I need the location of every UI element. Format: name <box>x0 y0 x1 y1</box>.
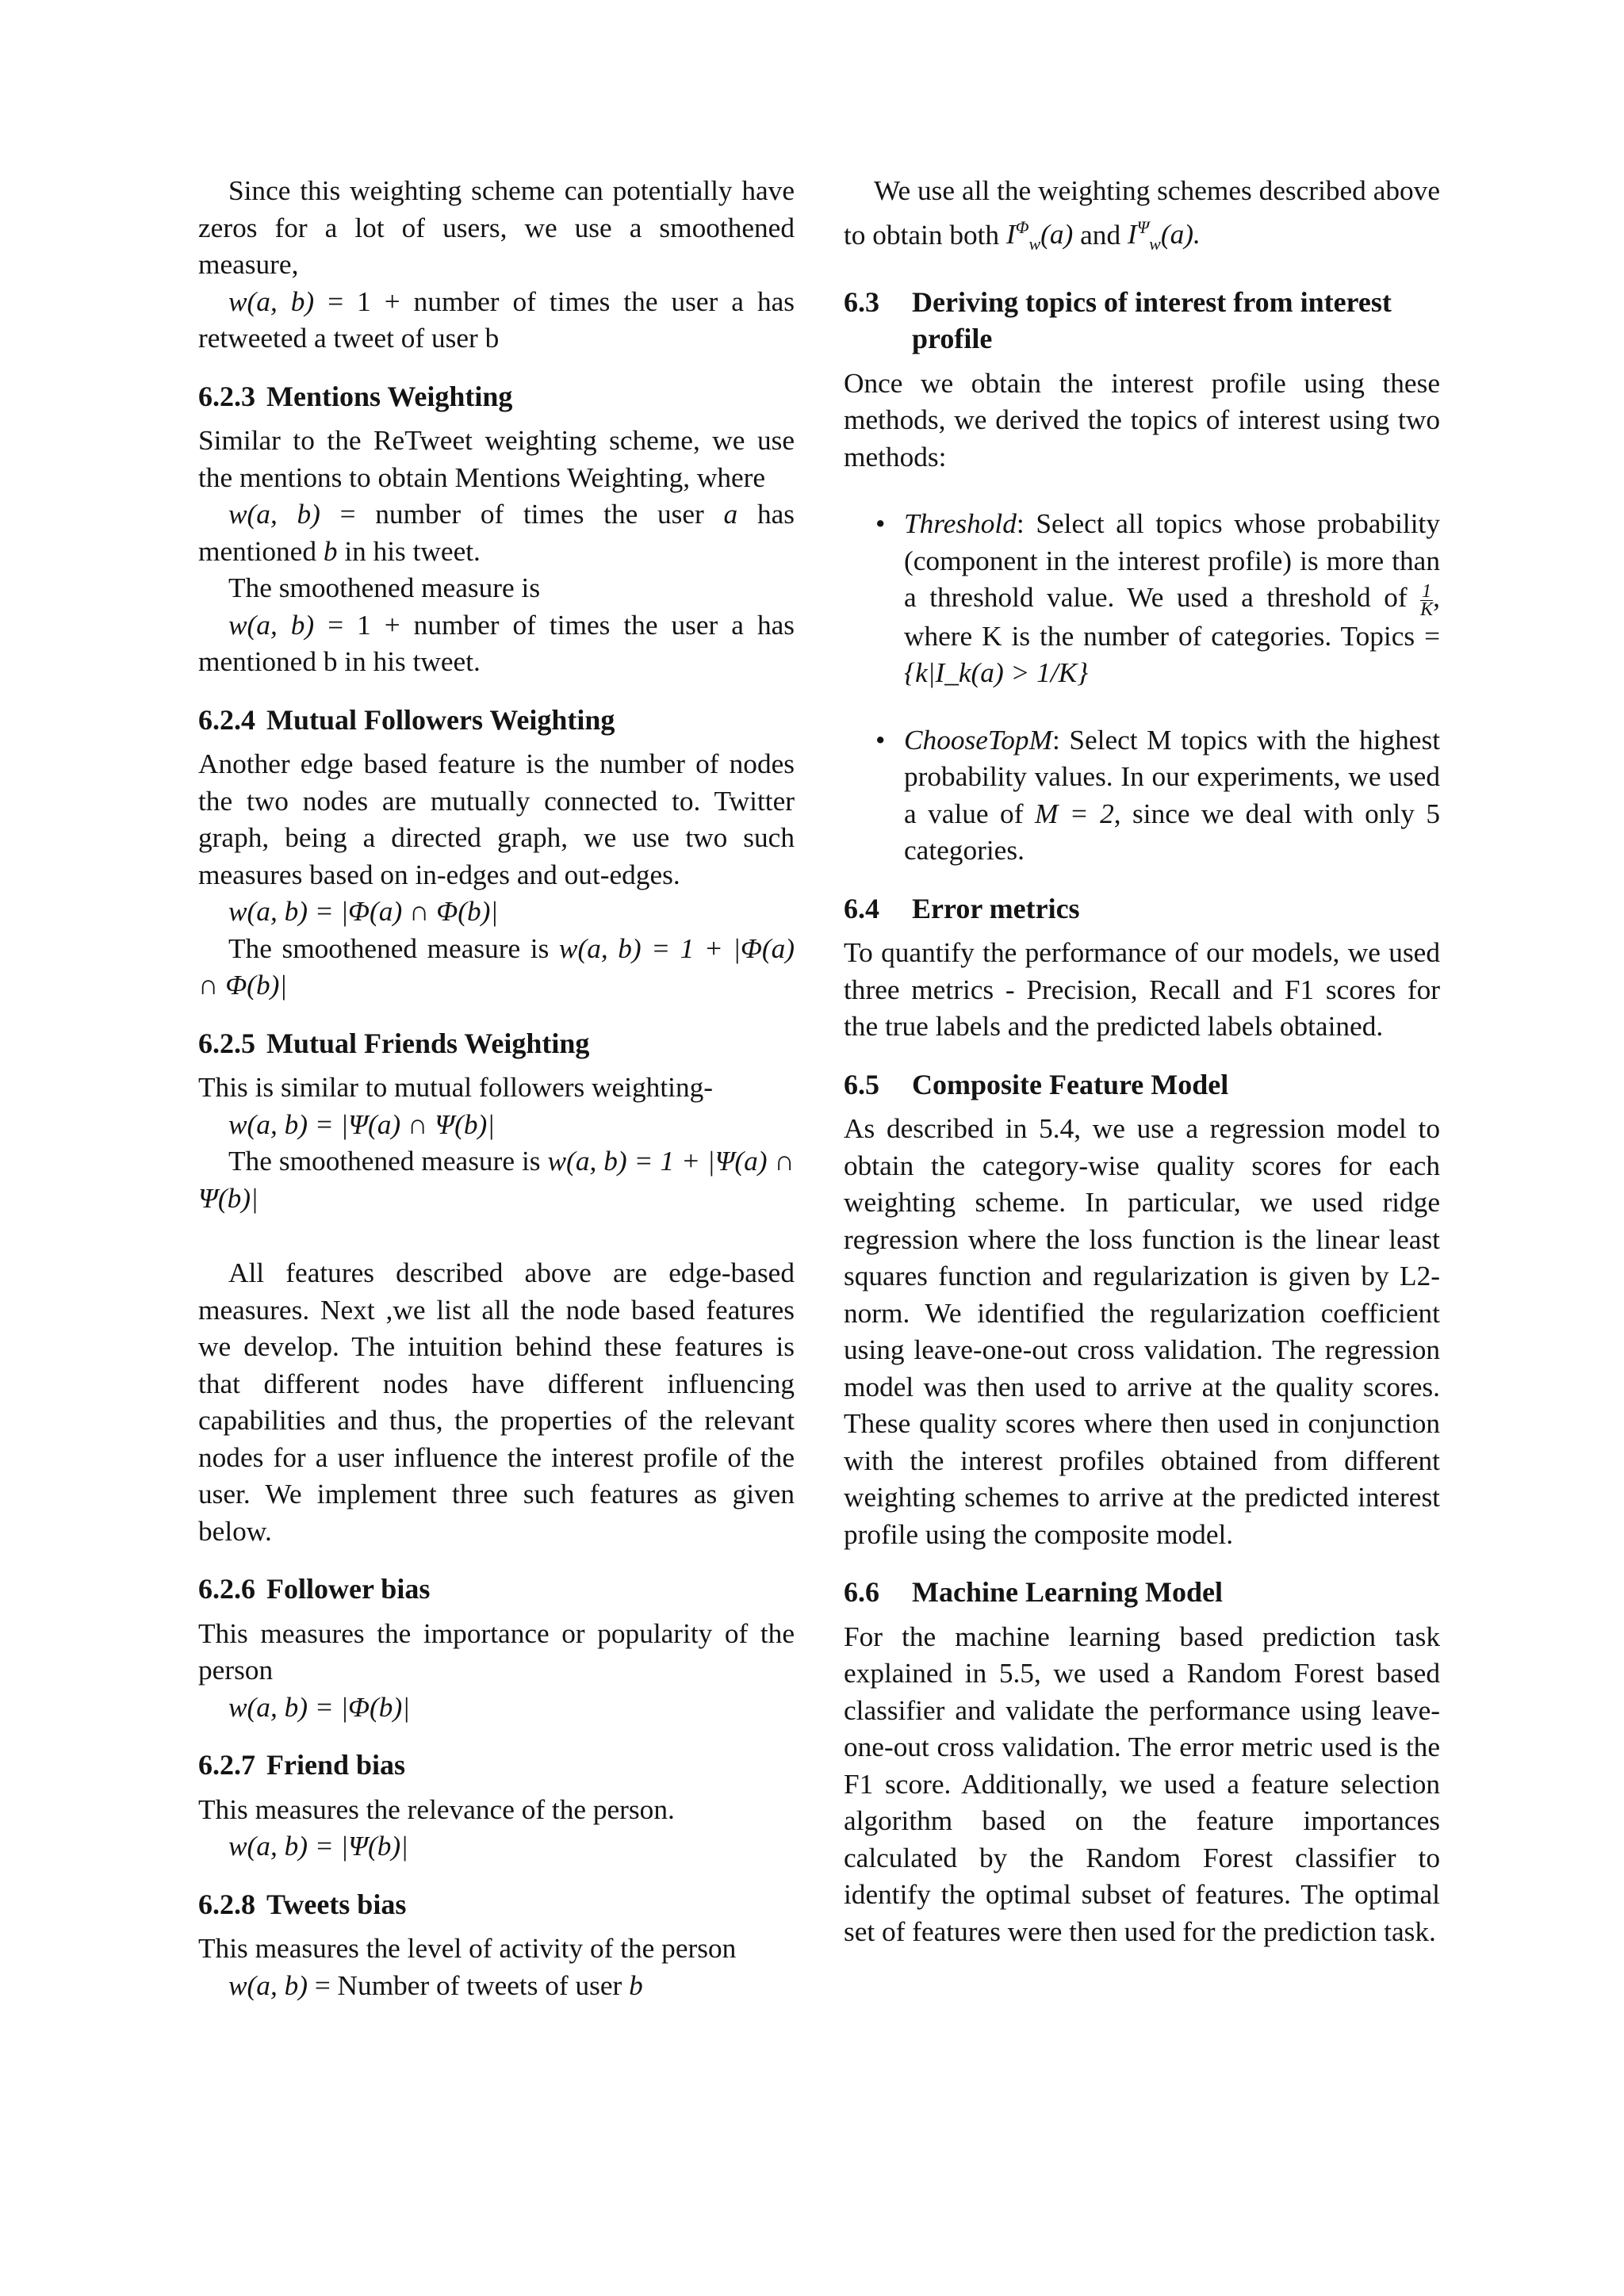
paragraph-tweets-bias: This measures the level of activity of the person <box>198 1933 737 1964</box>
paragraph-mentions-intro: Similar to the ReTweet weighting scheme, we use the mentions to obtain Mentions Weighting, where <box>198 425 795 493</box>
section-heading-6-6: 6.6 Machine Learning Model <box>844 1576 1223 1609</box>
paragraph-node-features: All features described above are edge-based measures. Next ,we list all the node based features we develop. The intuition behind these features is that different nodes have different influencing capabilities and thus, the properties of the relevant nodes for a user influence the interest profile of the user. We implement three such features as given below. <box>198 1257 795 1547</box>
right-column <box>844 173 1440 1950</box>
equation-mutual-followers-smoothened: The smoothened measure is w(a, b) = 1 + |Φ(a) ∩ Φ(b)| <box>198 932 795 1001</box>
section-heading-6-2-5: 6.2.5 Mutual Friends Weighting <box>198 1027 590 1059</box>
topic-methods-list <box>844 506 1440 869</box>
equation-retweet-smoothened <box>198 284 795 358</box>
paragraph-smoothened-label: The smoothened measure is <box>228 572 541 603</box>
paragraph-mutual-followers: Another edge based feature is the number of nodes the two nodes are mutually connected to. Twitter graph, being a directed graph, we use two such measures based on in-edges and out-edges. <box>198 748 795 890</box>
equation-follower-bias: w(a, b) = |Φ(b)| <box>228 1691 410 1723</box>
section-heading-6-2-7: 6.2.7 Friend bias <box>198 1749 406 1781</box>
paragraph-friend-bias: This measures the relevance of the person. <box>198 1793 675 1825</box>
section-heading-6-2-6: 6.2.6 Follower bias <box>198 1573 431 1605</box>
section-heading-6-4: 6.4 Error metrics <box>844 892 1080 924</box>
math-w-ab: w(a, b) <box>228 285 315 317</box>
left-column <box>198 173 795 2004</box>
equation-mentions-smoothened: w(a, b) = 1 + number of times the user a has mentioned b in his tweet. <box>198 609 795 677</box>
paragraph-interest-profiles: We use all the weighting schemes described above to obtain both $I^\Phi_w(a)$ and $I^\Psi_w(a)$. <box>844 175 1440 254</box>
equation-friend-bias: w(a, b) = |Ψ(b)| <box>228 1831 408 1862</box>
fraction-one-over-k: $\frac{1}{K}$ <box>1420 580 1434 620</box>
list-item-choose-top-m: • ChooseTopM: Select M topics with the highest probability values. In our experiments, we used a value of M = 2, since we deal with only 5 categories. <box>875 724 1441 867</box>
section-heading-6-5: 6.5 Composite Feature Model <box>844 1068 1229 1100</box>
paragraph-follower-bias: This measures the importance or popularity of the person <box>198 1617 795 1686</box>
equation-tweets-bias: w(a, b) = Number of tweets of user b <box>228 1969 643 2001</box>
list-item-threshold: • Threshold: Select all topics whose probability (component in the interest profile) is more than a threshold value. We used a threshold of $\frac{1}{K}$ , where K is the number of categories. Topics = {k|I_k(a) > 1/K} <box>875 508 1440 689</box>
paragraph-mutual-friends: This is similar to mutual followers weighting- <box>198 1072 713 1103</box>
section-heading-6-3: 6.3 Deriving topics of interest from interest profile <box>844 285 1392 355</box>
paragraph-error-metrics: To quantify the performance of our models, we used three metrics - Precision, Recall and F1 scores for the true labels and the predicted labels obtained. <box>844 937 1440 1043</box>
equation-mutual-followers: w(a, b) = |Φ(a) ∩ Φ(b)| <box>228 896 499 927</box>
paragraph-deriving-topics: Once we obtain the interest profile using these methods, we derived the topics of interest using two methods: <box>844 367 1440 473</box>
equation-mutual-friends-smoothened: The smoothened measure is w(a, b) = 1 + |Ψ(a) ∩ Ψ(b)| <box>198 1146 795 1214</box>
equation-mentions: w(a, b) = number of times the user a has mentioned b in his tweet. <box>198 499 795 567</box>
paragraph-smoothened-intro: Since this weighting scheme can potentially have zeros for a lot of users, we use a smoothened measure, <box>198 175 795 280</box>
section-heading-6-2-8: 6.2.8 Tweets bias <box>198 1888 407 1920</box>
section-heading-6-2-4: 6.2.4 Mutual Followers Weighting <box>198 703 615 736</box>
paragraph-composite-model: As described in 5.4, we use a regression model to obtain the category-wise quality scores for each weighting scheme. In particular, we used ridge regression where the loss function is the linear least squares function and regularization is given by L2-norm. We identified the regularization coefficient using leave-one-out cross validation. The regression model was then used to arrive at the quality scores. These quality scores where then used in conjunction with the interest profiles obtained from different weighting schemes to arrive at the predicted interest profile using the composite model. <box>844 1113 1440 1550</box>
paragraph-ml-model: For the machine learning based prediction task explained in 5.5, we used a Random Forest based classifier and validate the performance using leave-one-out cross validation. The error metric used is the F1 score. Additionally, we used a feature selection algorithm based on the feature importances calculated by the Random Forest classifier to identify the optimal subset of features. The optimal set of features were then used for the prediction task. <box>844 1621 1440 1947</box>
equation-text: = 1 + number of times the user a has retweeted a tweet of user b <box>198 285 795 354</box>
section-heading-6-2-3: 6.2.3 Mentions Weighting <box>198 380 513 412</box>
equation-mutual-friends: w(a, b) = |Ψ(a) ∩ Ψ(b)| <box>228 1108 495 1140</box>
